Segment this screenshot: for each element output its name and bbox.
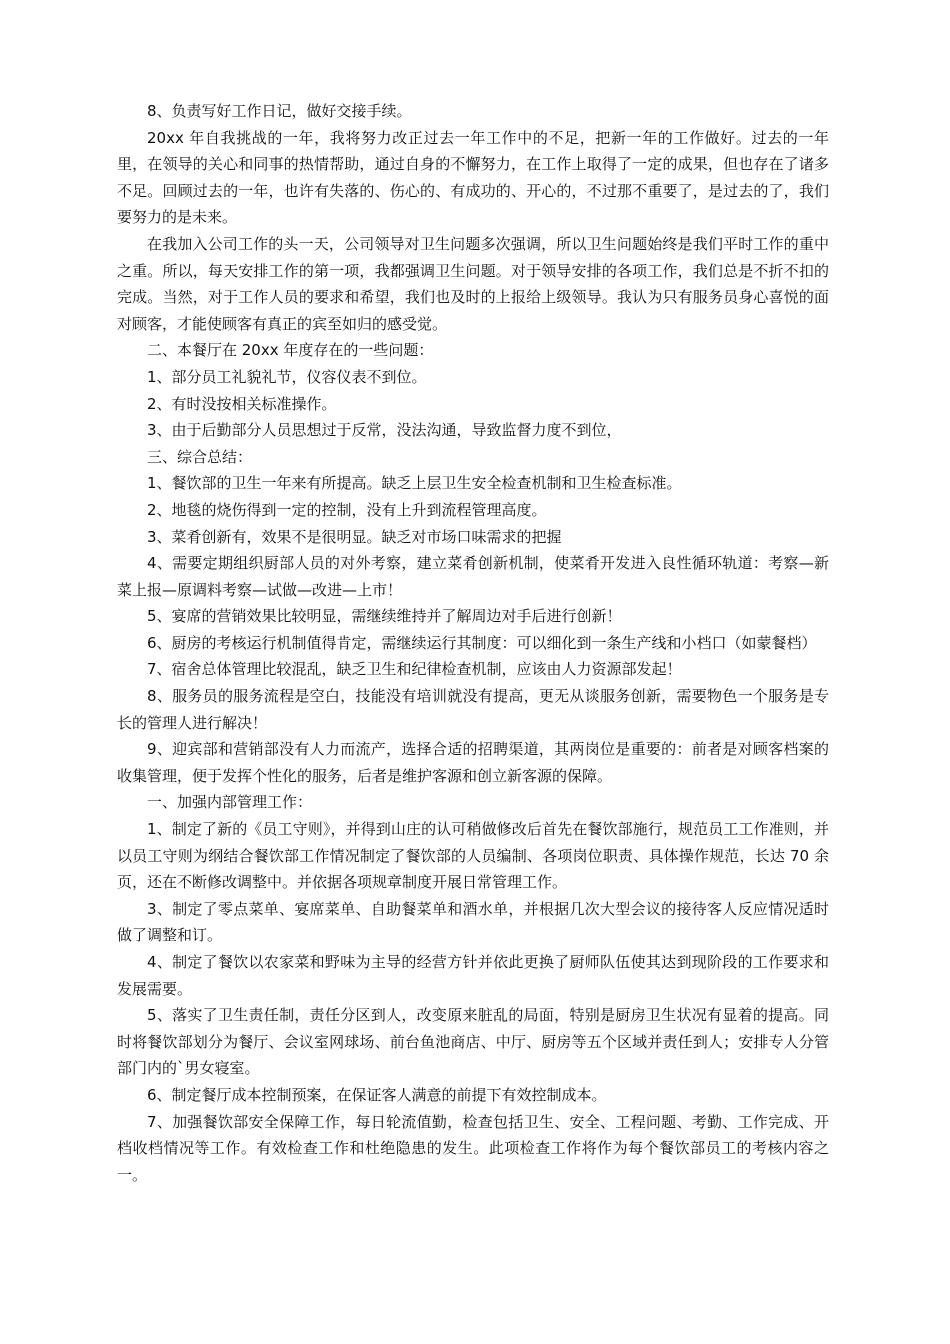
section-heading: 二、本餐厅在 20xx 年度存在的一些问题：: [147, 341, 434, 360]
list-item: 4、制定了餐饮以农家菜和野味为主导的经营方针并依此更换了厨师队伍使其达到现阶段的工作要求和发展需要。: [117, 953, 829, 998]
list-item: 1、部分员工礼貌礼节，仪容仪表不到位。: [147, 367, 427, 386]
list-item: 6、厨房的考核运行机制值得肯定，需继续运行其制度：可以细化到一条生产线和小档口（如蒙餐档）: [147, 633, 817, 652]
list-item: 2、有时没按相关标准操作。: [147, 394, 337, 413]
list-item: 5、宴席的营销效果比较明显，需继续维持并了解周边对手后进行创新！: [147, 607, 622, 626]
list-item: 3、制定了零点菜单、宴席菜单、自助餐菜单和酒水单，并根据几次大型会议的接待客人反应情况适时做了调整和订。: [117, 899, 829, 945]
list-item: 1、餐饮部的卫生一年来有所提高。缺乏上层卫生安全检查机制和卫生检查标准。: [147, 474, 682, 493]
list-item: 1、制定了新的《员工守则》，并得到山庄的认可稍做修改后首先在餐饮部施行，规范员工工作准则，并以员工守则为纲结合餐饮部工作情况制定了餐饮部的人员编制、各项岗位职责、具体操作规范，长达 70 余页，还在不断修改调整中。并依据各项规章制度开展日常管理工作。: [117, 820, 829, 892]
paragraph: 在我加入公司工作的头一天，公司领导对卫生问题多次强调，所以卫生问题始终是我们平时工作的重中之重。所以，每天安排工作的第一项，我都强调卫生问题。对于领导安排的各项工作，我们总是不折不扣的完成。当然，对于工作人员的要求和希望，我们也及时的上报给上级领导。我认为只有服务员身心喜悦的面对顾客，才能使顾客有真正的宾至如归的感受觉。: [117, 234, 829, 333]
paragraph: 8、负责写好工作日记，做好交接手续。: [147, 102, 412, 120]
list-item: 9、迎宾部和营销部没有人力而流产，选择合适的招聘渠道，其两岗位是重要的：前者是对顾客档案的收集管理，便于发挥个性化的服务，后者是维护客源和创立新客源的保障。: [117, 740, 829, 785]
section-heading: 三、综合总结：: [147, 447, 253, 466]
list-item: 7、加强餐饮部安全保障工作，每日轮流值勤，检查包括卫生、安全、工程问题、考勤、工作完成、开档收档情况等工作。有效检查工作和杜绝隐患的发生。此项检查工作将作为每个餐饮部员工的考核内容之一。: [117, 1112, 829, 1184]
list-item: 5、落实了卫生责任制，责任分区到人，改变原来脏乱的局面，特别是厨房卫生状况有显着的提高。同时将餐饮部划分为餐厅、会议室网球场、前台鱼池商店、中厅、厨房等五个区域并责任到人；安排专人分管部门内的`男女寝室。: [117, 1006, 829, 1078]
list-item: 6、制定餐厅成本控制预案，在保证客人满意的前提下有效控制成本。: [147, 1085, 607, 1104]
list-item: 7、宿舍总体管理比较混乱，缺乏卫生和纪律检查机制，应该由人力资源部发起！: [147, 660, 682, 679]
list-item: 3、由于后勤部分人员思想过于反常，没法沟通，导致监督力度不到位，: [147, 421, 622, 440]
paragraph: 20xx 年自我挑战的一年，我将努力改正过去一年工作中的不足，把新一年的工作做好。过去的一年里，在领导的关心和同事的热情帮助，通过自身的不懈努力，在工作上取得了一定的成果，但也存在了诸多不足。回顾过去的一年，也许有失落的、伤心的、有成功的、开心的，不过那不重要了，是过去的了，我们要努力的是未来。: [117, 128, 829, 227]
list-item: 2、地毯的烧伤得到一定的控制，没有上升到流程管理高度。: [147, 500, 547, 519]
list-item: 3、菜肴创新有，效果不是很明显。缺乏对市场口味需求的把握: [147, 527, 562, 546]
list-item: 4、需要定期组织厨部人员的对外考察，建立菜肴创新机制，使菜肴开发进入良性循环轨道：考察—新菜上报—原调料考察—试做—改进—上市！: [117, 554, 829, 599]
list-item: 8、服务员的服务流程是空白，技能没有培训就没有提高，更无从谈服务创新，需要物色一个服务是专长的管理人进行解决！: [117, 687, 829, 732]
document-body: [117, 98, 829, 1188]
section-heading: 一、加强内部管理工作：: [147, 793, 313, 812]
